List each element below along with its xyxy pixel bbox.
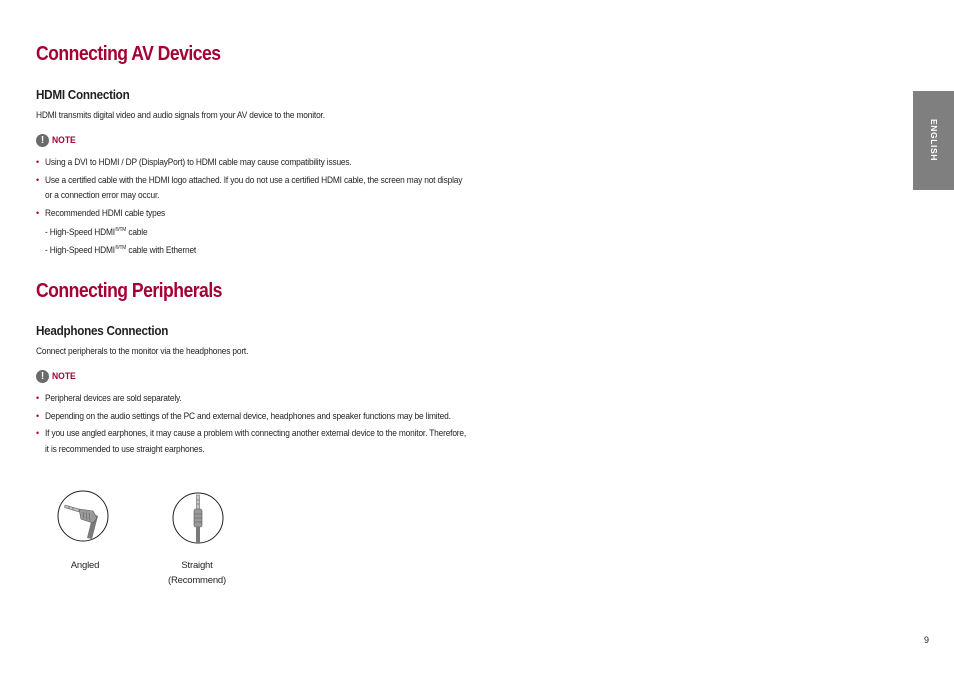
- figure-caption-angled: Angled: [70, 560, 100, 571]
- list-item: • If you use angled earphones, it may cause a problem with connecting another external device to the monitor. Therefore, it is recommended to use straight earphones.: [36, 426, 506, 457]
- list-item: • Using a DVI to HDMI / DP (DisplayPort) to HDMI cable may cause compatibility issues.: [36, 155, 506, 171]
- figure-caption-straight: Straight (Recommend): [168, 560, 226, 586]
- exclamation-circle-icon: !: [36, 134, 49, 147]
- note-label: NOTE: [52, 135, 76, 146]
- subsection-title-hdmi: HDMI Connection: [36, 87, 130, 102]
- hdmi-description: HDMI transmits digital video and audio signals from your AV device to the monitor.: [36, 110, 325, 121]
- angled-earphone-plug-illustration: [57, 490, 111, 544]
- list-item: • Use a certified cable with the HDMI logo attached. If you do not use a certified HDMI cable, the screen may not display or a connection error may occur.: [36, 173, 506, 204]
- section-title-peripherals: Connecting Peripherals: [36, 280, 222, 302]
- straight-earphone-plug-illustration: [172, 492, 226, 546]
- angled-plug-icon: [65, 505, 99, 539]
- language-tab-label: ENGLISH: [929, 119, 939, 161]
- straight-plug-icon: [194, 495, 202, 543]
- note-header-peripherals: [36, 370, 78, 383]
- section-title-av: Connecting AV Devices: [36, 43, 221, 65]
- cable-type-item: - High-Speed $HDMI^{®/TM}$ cable with Ethernet: [45, 245, 197, 257]
- exclamation-circle-icon: !: [36, 370, 49, 383]
- note-header-av: [36, 134, 78, 147]
- list-item: • Peripheral devices are sold separately.: [36, 391, 506, 407]
- list-item: • Recommended HDMI cable types: [36, 206, 506, 222]
- note-list-av: [36, 155, 506, 223]
- page-number: 9: [924, 635, 930, 645]
- note-label: NOTE: [52, 371, 76, 382]
- note-list-peripherals: [36, 391, 506, 459]
- subsection-title-headphones: Headphones Connection: [36, 323, 169, 338]
- cable-type-item: - High-Speed $HDMI^{®/TM}$ cable: [45, 227, 148, 239]
- list-item: • Depending on the audio settings of the PC and external device, headphones and speaker functions may be limited.: [36, 409, 506, 425]
- headphones-description: Connect peripherals to the monitor via the headphones port.: [36, 346, 249, 357]
